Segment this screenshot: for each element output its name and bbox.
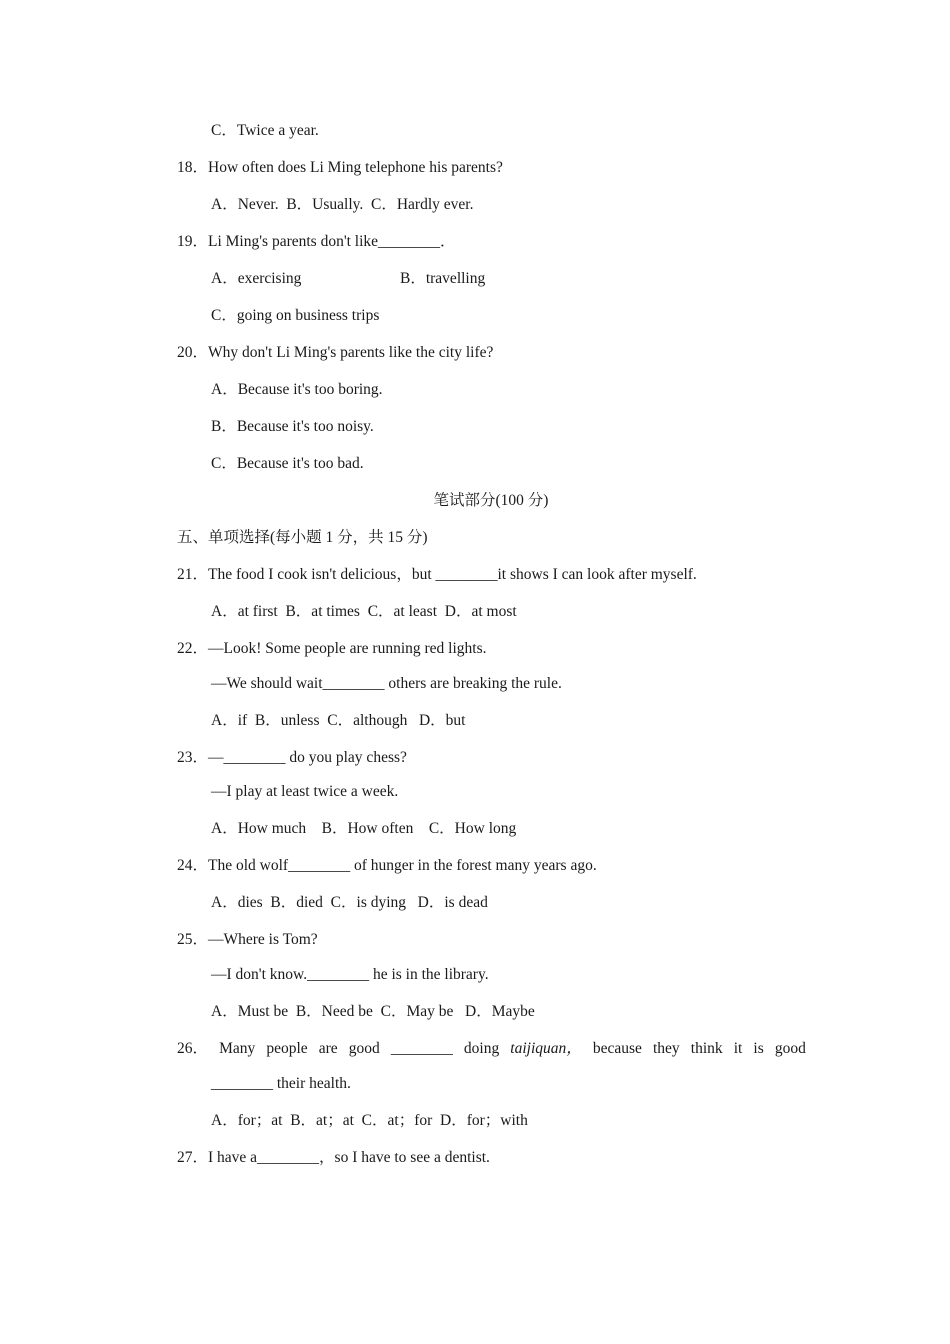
question-18: 18．How often does Li Ming telephone his parents? bbox=[177, 159, 503, 176]
section-title-written: 笔试部分(100 分) bbox=[433, 492, 549, 509]
q23-options: A．How much B．How often C．How long bbox=[211, 820, 517, 837]
q19-option-c: C．going on business trips bbox=[211, 307, 380, 324]
q26-word: think bbox=[690, 1040, 723, 1057]
question-19: 19．Li Ming's parents don't like________． bbox=[177, 233, 456, 250]
q20-option-c: C．Because it's too bad. bbox=[211, 455, 364, 472]
q26-blank: ________ bbox=[390, 1040, 453, 1057]
q26-word: good bbox=[774, 1040, 806, 1057]
q26-word: are bbox=[318, 1040, 338, 1057]
q22-options: A．if B．unless C．although D．but bbox=[211, 712, 466, 729]
q20-option-a: A．Because it's too boring. bbox=[211, 381, 383, 398]
q17-option-c: C．Twice a year. bbox=[211, 122, 319, 139]
q24-options: A．dies B．died C．is dying D．is dead bbox=[211, 894, 488, 911]
q19-option-b: B．travelling bbox=[400, 270, 486, 287]
question-25: 25．—Where is Tom? bbox=[177, 931, 318, 948]
q26-word: is bbox=[753, 1040, 764, 1057]
q26-word: good bbox=[348, 1040, 380, 1057]
q23-response: —I play at least twice a week. bbox=[211, 783, 399, 800]
q26-word: doing bbox=[463, 1040, 500, 1057]
section-heading-single-choice: 五、单项选择(每小题 1 分，共 15 分) bbox=[177, 529, 428, 546]
q26-word: it bbox=[733, 1040, 743, 1057]
q21-options: A．at first B．at times C．at least D．at most bbox=[211, 603, 517, 620]
q26-word: people bbox=[266, 1040, 308, 1057]
q26-word: they bbox=[653, 1040, 680, 1057]
q26-options: A．for；at B．at；at C．at；for D．for；with bbox=[211, 1112, 528, 1129]
q26-continuation: ________ their health. bbox=[211, 1075, 351, 1092]
question-24: 24．The old wolf________ of hunger in the forest many years ago. bbox=[177, 857, 597, 874]
question-20: 20．Why don't Li Ming's parents like the city life? bbox=[177, 344, 494, 361]
q20-option-b: B．Because it's too noisy. bbox=[211, 418, 374, 435]
q26-word: 26． bbox=[177, 1040, 209, 1057]
question-27: 27．I have a________，so I have to see a dentist. bbox=[177, 1149, 490, 1166]
question-26 bbox=[177, 1039, 806, 1059]
q18-options: A．Never. B．Usually. C．Hardly ever. bbox=[211, 196, 474, 213]
q26-word: Many bbox=[219, 1040, 256, 1057]
q22-response: —We should wait________ others are breaking the rule. bbox=[211, 675, 562, 692]
q19-option-a: A．exercising bbox=[211, 270, 302, 287]
q25-options: A．Must be B．Need be C．May be D．Maybe bbox=[211, 1003, 535, 1020]
question-22: 22．—Look! Some people are running red lights. bbox=[177, 640, 487, 657]
question-23: 23．—________ do you play chess? bbox=[177, 749, 407, 766]
question-21: 21．The food I cook isn't delicious，but ________it shows I can look after myself. bbox=[177, 566, 697, 583]
q25-response: —I don't know.________ he is in the library. bbox=[211, 966, 489, 983]
q26-word: because bbox=[592, 1040, 642, 1057]
q26-word-taijiquan: taijiquan， bbox=[510, 1040, 582, 1057]
